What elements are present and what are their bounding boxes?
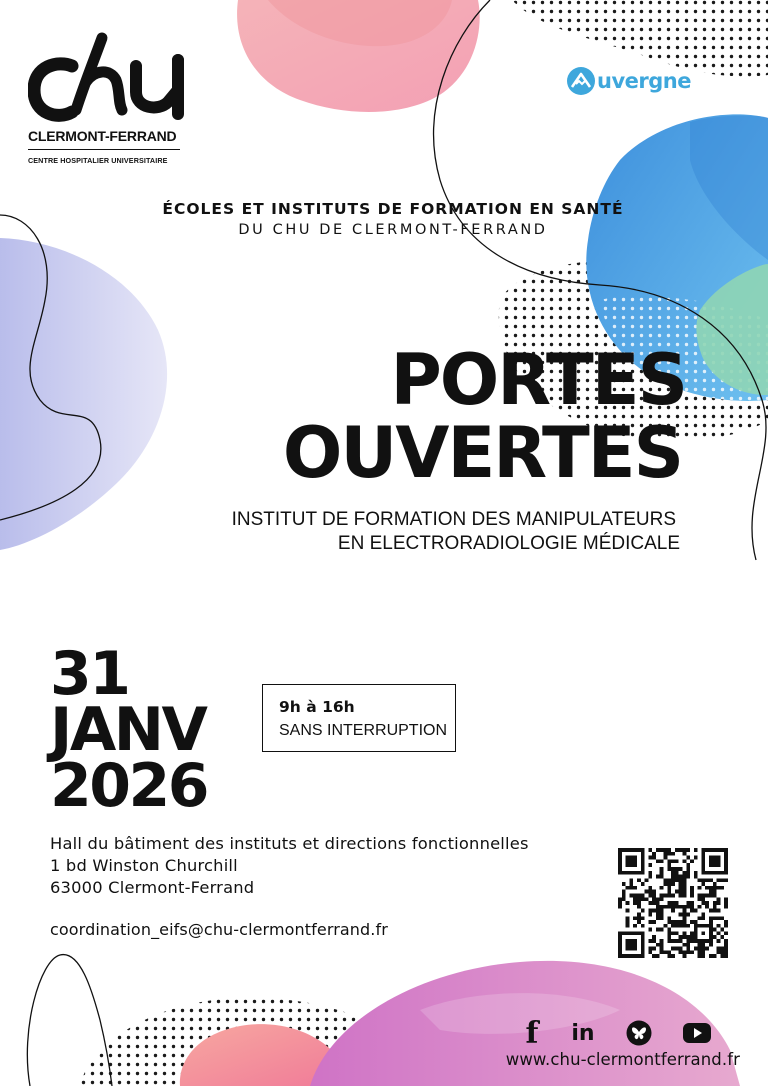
institute-line1: INSTITUT DE FORMATION DES MANIPULATEURS bbox=[231, 509, 676, 530]
qr-code[interactable] bbox=[618, 848, 728, 958]
website-url[interactable]: www.chu-clermontferrand.fr bbox=[505, 1050, 740, 1069]
linkedin-icon[interactable]: in bbox=[571, 1020, 595, 1046]
lavender-blob bbox=[0, 238, 167, 550]
chu-logo-u bbox=[136, 60, 178, 107]
bluesky-icon[interactable] bbox=[624, 1018, 654, 1048]
chu-divider bbox=[28, 149, 180, 150]
hours-box bbox=[262, 684, 456, 752]
hours-note: SANS INTERRUPTION bbox=[279, 722, 448, 739]
event-title-line1: PORTES bbox=[390, 339, 686, 421]
youtube-icon[interactable] bbox=[682, 1018, 712, 1048]
chu-logo-c bbox=[34, 64, 72, 116]
schools-title: ÉCOLES ET INSTITUTS DE FORMATION EN SANTÉ bbox=[162, 200, 624, 218]
hours-time: 9h à 16h bbox=[279, 698, 355, 716]
address-line1: Hall du bâtiment des instituts et directions fonctionnelles bbox=[50, 834, 529, 853]
chu-full-name: CENTRE HOSPITALIER UNIVERSITAIRE bbox=[28, 156, 168, 165]
contact-email[interactable]: coordination_eifs@chu-clermontferrand.fr bbox=[50, 920, 388, 939]
facebook-icon[interactable]: f bbox=[525, 1015, 539, 1051]
date-month: JANV bbox=[50, 695, 206, 765]
address-line3: 63000 Clermont-Ferrand bbox=[50, 878, 255, 897]
auvergne-logo bbox=[566, 66, 691, 96]
date-year: 2026 bbox=[50, 751, 207, 821]
event-title-line2: OUVERTES bbox=[282, 412, 682, 494]
schools-subtitle: DU CHU DE CLERMONT-FERRAND bbox=[238, 222, 548, 238]
auvergne-logo-text: uvergne bbox=[597, 69, 691, 93]
auvergne-a-icon bbox=[566, 66, 596, 96]
institute-line2: EN ELECTRORADIOLOGIE MÉDICALE bbox=[337, 533, 680, 554]
address-line2: 1 bd Winston Churchill bbox=[50, 856, 238, 875]
chu-city: CLERMONT-FERRAND bbox=[28, 128, 177, 144]
date-day: 31 bbox=[50, 639, 129, 709]
